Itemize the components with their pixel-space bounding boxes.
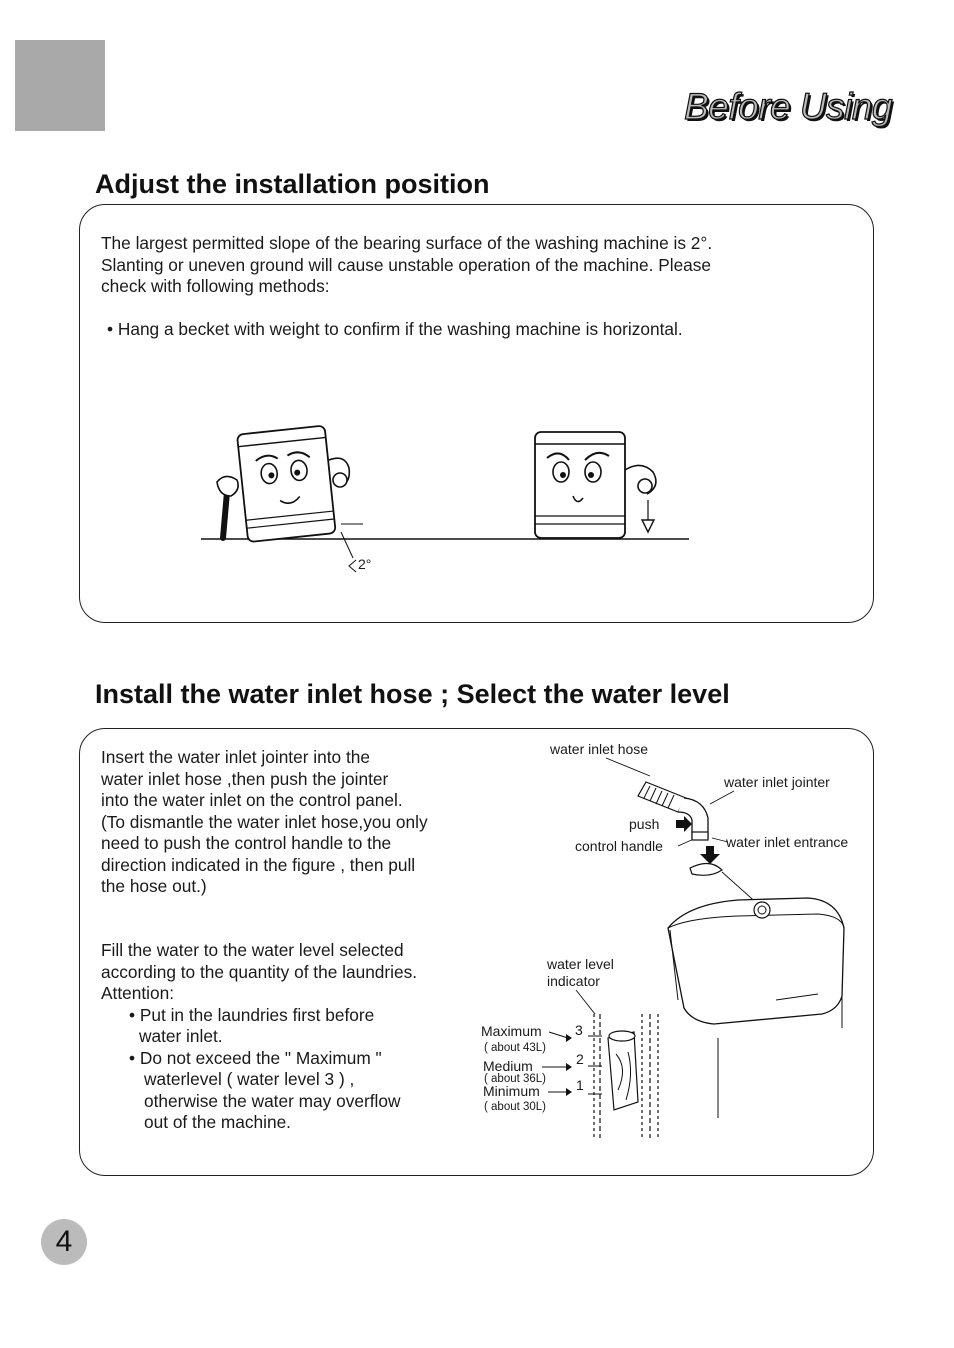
page-header: Before Using [684, 86, 892, 127]
inlet-entrance-illustration [690, 863, 722, 875]
instruction-line: Insert the water inlet jointer into the [101, 747, 370, 767]
water-level-text [101, 940, 501, 1134]
label-medium-volume: ( about 36L) [484, 1073, 547, 1085]
angle-label: 2° [358, 556, 372, 572]
attention-bullet-cont: waterlevel ( water level 3 ) , [144, 1069, 355, 1089]
attention-bullet-cont: otherwise the water may overflow [144, 1090, 401, 1111]
label-maximum: Maximum [481, 1023, 542, 1039]
level-3-number: 3 [575, 1022, 583, 1038]
water-level-gauge [588, 1014, 662, 1138]
label-control-handle: control handle [575, 838, 663, 854]
label-maximum-volume: ( about 43L) [484, 1042, 547, 1054]
label-water-inlet-hose: water inlet hose [550, 741, 649, 757]
down-arrow-icon [700, 846, 720, 864]
instruction-line: direction indicated in the figure , then pull [101, 854, 416, 875]
instruction-line: (To dismantle the water inlet hose,you only [101, 811, 428, 832]
label-water-inlet-entrance: water inlet entrance [726, 834, 849, 850]
washer-top-illustration [668, 898, 844, 1118]
instruction-line: need to push the control handle to the [101, 833, 392, 853]
level-2-number: 2 [576, 1051, 584, 1067]
instruction-line: water inlet hose ,then push the jointer [101, 768, 389, 789]
section-title-water-inlet: Install the water inlet hose ; Select the water level [95, 679, 730, 709]
label-indicator: indicator [547, 973, 600, 989]
intro-line: check with following methods: [101, 276, 330, 296]
page-number: 4 [41, 1219, 87, 1265]
tilted-washer-illustration [237, 426, 336, 543]
corner-block [15, 40, 105, 131]
plumb-weight-icon [642, 520, 654, 532]
instruction-line: the hose out.) [101, 876, 207, 896]
level-1-number: 1 [576, 1077, 584, 1093]
label-minimum: Minimum [483, 1083, 540, 1099]
label-water-level: water level [547, 956, 614, 972]
attention-bullet: • Put in the laundries first before [129, 1004, 375, 1025]
becket-bullet: • Hang a becket with weight to confirm if the washing machine is horizontal. [107, 319, 683, 339]
water-inlet-diagram [478, 738, 870, 1138]
inlet-instructions [101, 747, 501, 898]
level-washer-illustration [535, 432, 625, 538]
label-minimum-volume: ( about 30L) [484, 1101, 547, 1113]
intro-line: Slanting or uneven ground will cause unstable operation of the machine. Please [101, 254, 712, 275]
fill-line: according to the quantity of the laundries. [101, 961, 418, 982]
fill-line: Attention: [101, 983, 175, 1003]
attention-bullet-cont: out of the machine. [144, 1112, 291, 1132]
slope-illustration [195, 420, 695, 580]
label-push: push [629, 816, 660, 832]
section-title-installation: Adjust the installation position [95, 169, 490, 199]
instruction-line: into the water inlet on the control panel. [101, 790, 403, 810]
fill-line: Fill the water to the water level selected [101, 940, 404, 960]
installation-intro [101, 233, 861, 298]
cane-illustration [223, 492, 227, 538]
push-arrow-icon [676, 816, 692, 832]
intro-line: The largest permitted slope of the bearing surface of the washing machine is 2°. [101, 233, 713, 253]
attention-bullet: • Do not exceed the " Maximum " [129, 1047, 382, 1068]
attention-bullet-cont: water inlet. [139, 1026, 223, 1046]
label-water-inlet-jointer: water inlet jointer [724, 774, 830, 790]
label-medium: Medium [483, 1058, 533, 1074]
